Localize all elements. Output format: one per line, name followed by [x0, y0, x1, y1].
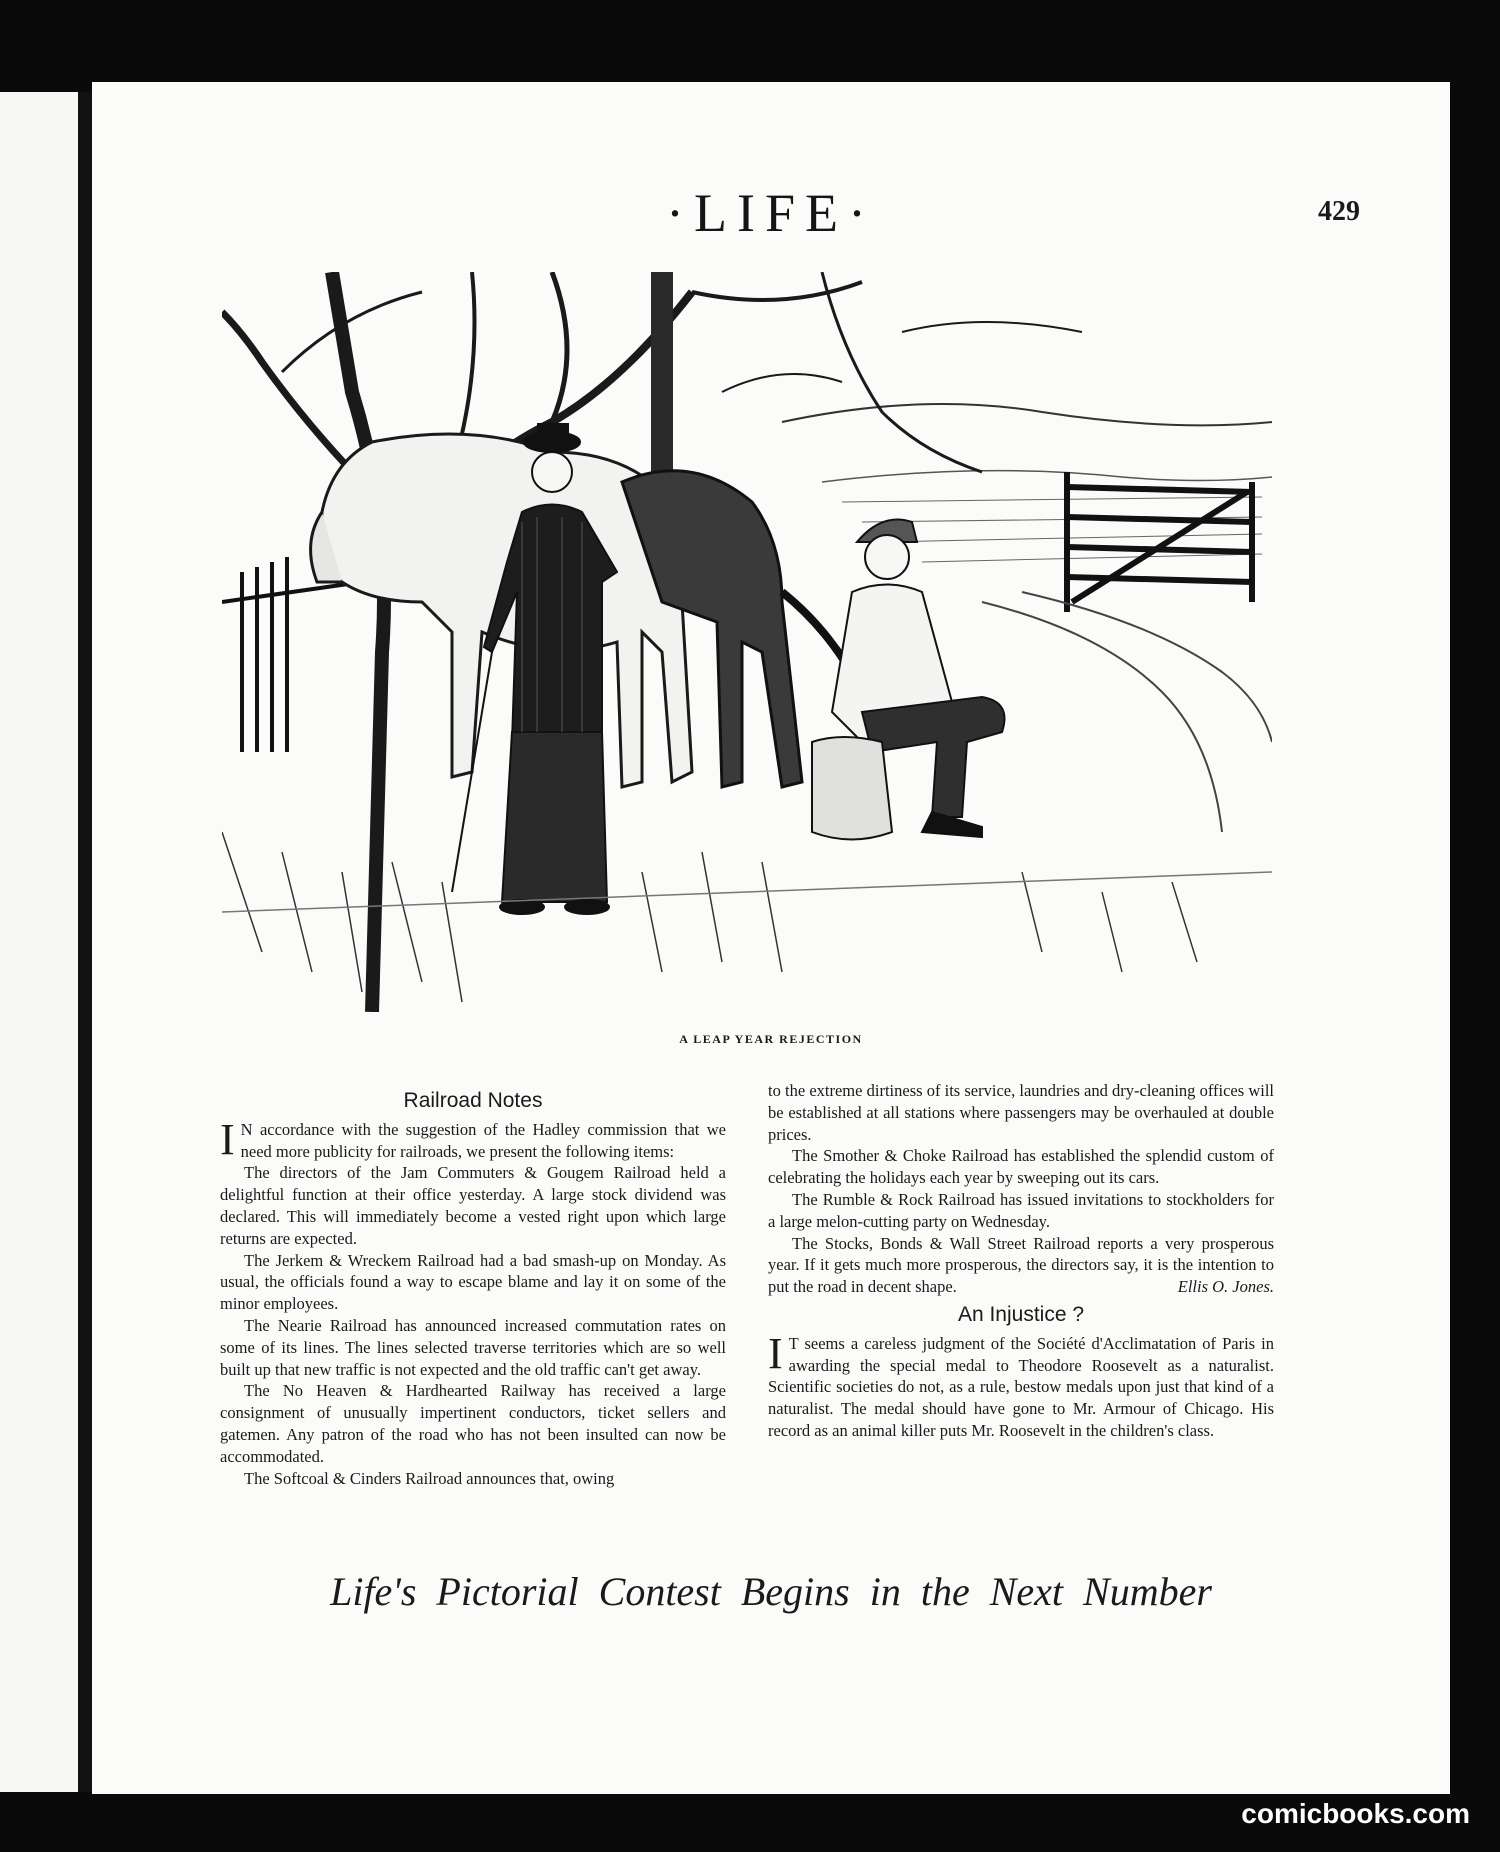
injustice-title: An Injustice ? — [957, 1302, 1085, 1326]
illustration-caption: A LEAP YEAR REJECTION — [679, 1032, 863, 1046]
railroad-notes-title: Railroad Notes — [403, 1089, 543, 1112]
railroad-note-paragraph — [768, 1233, 1274, 1298]
railroad-note-final-text: The Stocks, Bonds & Wall Street Railroad reports a very prosperous year. If it gets much more prosperous, the directors say, it is the intention to put the road in decent shape. — [768, 1233, 1274, 1297]
railroad-note-paragraph: The Smother & Choke Railroad has established the splendid custom of celebrating the holidays each year by sweeping out its cars. — [768, 1146, 1274, 1188]
right-column — [768, 1080, 1274, 1442]
railroad-notes-intro-text: N accordance with the suggestion of the Hadley commission that we need more publicity for railroads, we present the following items: — [240, 1119, 726, 1161]
railroad-note-paragraph: The Jerkem & Wreckem Railroad had a bad smash-up on Monday. As usual, the officials found a way to escape blame and lay it on some of the minor employees. — [220, 1250, 726, 1314]
railroad-note-paragraph: The Softcoal & Cinders Railroad announces that, owing — [244, 1468, 615, 1488]
author-signature: Ellis O. Jones. — [1177, 1277, 1274, 1297]
railroad-note-continued: to the extreme dirtiness of its service, laundries and dry-cleaning offices will be established at all stations where passengers may be overhauled at double prices. — [768, 1081, 1274, 1144]
injustice-body — [768, 1328, 1274, 1442]
railroad-note-paragraph: The Rumble & Rock Railroad has issued invitations to stockholders for a large melon-cutting party on Wednesday. — [768, 1189, 1274, 1231]
page-gutter — [78, 92, 92, 1792]
masthead: ·LIFE· — [666, 183, 876, 243]
page-number: 429 — [1318, 196, 1360, 227]
injustice-dropcap: I — [768, 1328, 783, 1378]
leap-year-illustration — [222, 272, 1272, 1012]
magazine-page — [92, 82, 1450, 1794]
facing-page-edge — [0, 92, 78, 1792]
railroad-note-paragraph: The Nearie Railroad has announced increased commutation rates on some of its lines. The lines selected traverse territories which are so well built up that new traffic is not expected and the old traffic can't get away. — [220, 1315, 726, 1379]
railroad-notes-dropcap: I — [220, 1114, 235, 1164]
railroad-note-paragraph: The No Heaven & Hardhearted Railway has received a large consignment of unusually impertinent conductors, ticket sellers and gatemen. Any patron of the road who has not been insulted can now be accommodated. — [220, 1381, 726, 1466]
site-watermark: comicbooks.com — [1241, 1798, 1470, 1829]
injustice-body-text: T seems a careless judgment of the Société d'Acclimatation of Paris in awarding the special medal to Theodore Roosevelt as a naturalist. Scientific societies do not, as a rule, bestow medals upon just that kind of a naturalist. The medal should have gone to Mr. Armour of Chicago. His record as an animal killer puts Mr. Roosevelt in the children's class. — [768, 1333, 1274, 1440]
left-column — [220, 1084, 726, 1489]
railroad-notes-intro — [220, 1114, 726, 1164]
contest-banner: Life's Pictorial Contest Begins in the Next Number — [330, 1569, 1212, 1614]
railroad-note-paragraph: The directors of the Jam Commuters & Gougem Railroad held a delightful function at their office yesterday. A large stock dividend was declared. This will immediately become a vested right upon which large returns are expected. — [220, 1163, 726, 1248]
